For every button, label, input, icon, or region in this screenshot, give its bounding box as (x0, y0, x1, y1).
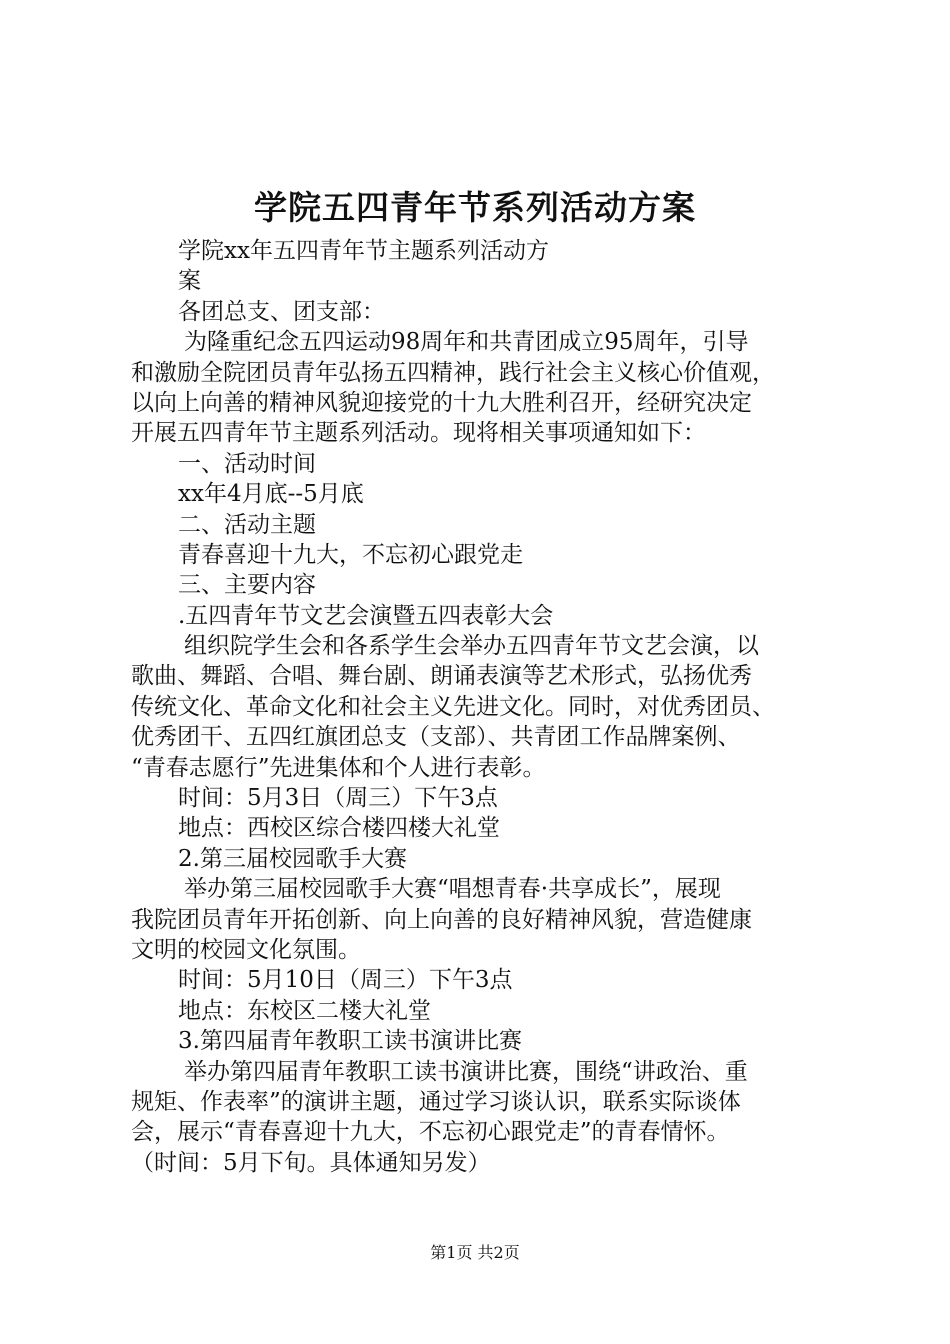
body-line: （时间：5月下旬。具体通知另发） (131, 1149, 491, 1176)
body-line: 传统文化、革命文化和社会主义先进文化。同时，对优秀团员、 (131, 693, 775, 720)
subsection-heading: 3.第四届青年教职工读书演讲比赛 (178, 1028, 522, 1055)
body-line: 时间：5月10日（周三）下午3点 (178, 967, 513, 994)
body-line: 青春喜迎十九大，不忘初心跟党走 (178, 541, 523, 568)
body-line: 学院xx年五四青年节主题系列活动方 (178, 238, 549, 264)
section-heading: 二、活动主题 (178, 511, 316, 538)
body-line: 规矩、作表率”的演讲主题，通过学习谈认识，联系实际谈体 (131, 1088, 741, 1115)
body-line: 地点：西校区综合楼四楼大礼堂 (178, 815, 500, 842)
body-line: 我院团员青年开拓创新、向上向善的良好精神风貌，营造健康 (131, 906, 752, 933)
body-line: 地点：东校区二楼大礼堂 (178, 997, 431, 1024)
page-footer: 第1页 共2页 (430, 1243, 520, 1262)
body-line: 以向上向善的精神风貌迎接党的十九大胜利召开，经研究决定 (131, 389, 752, 416)
body-line: 组织院学生会和各系学生会举办五四青年节文艺会演，以 (184, 633, 759, 660)
body-line: “青春志愿行”先进集体和个人进行表彰。 (131, 754, 546, 781)
body-line: 优秀团干、五四红旗团总支（支部）、共青团工作品牌案例、 (131, 724, 741, 751)
body-line: 开展五四青年节主题系列活动。现将相关事项通知如下： (131, 420, 706, 447)
body-line: 会，展示“青春喜迎十九大，不忘初心跟党走”的青春情怀。 (131, 1119, 730, 1146)
body-line: 举办第四届青年教职工读书演讲比赛，围绕“讲政治、重 (184, 1058, 748, 1085)
body-line: 各团总支、团支部： (178, 298, 385, 325)
body-line: xx年4月底--5月底 (178, 481, 364, 508)
body-line: 举办第三届校园歌手大赛“唱想青春·共享成长”，展现 (184, 876, 721, 903)
body-line: 时间：5月3日（周三）下午3点 (178, 785, 498, 812)
body-line: 歌曲、舞蹈、合唱、舞台剧、朗诵表演等艺术形式，弘扬优秀 (131, 663, 752, 690)
body-line: 为隆重纪念五四运动98周年和共青团成立95周年，引导 (184, 329, 749, 356)
document-body (131, 236, 831, 1178)
subsection-heading: 2.第三届校园歌手大赛 (178, 845, 407, 872)
document-title: 学院五四青年节系列活动方案 (254, 188, 696, 227)
subsection-heading: .五四青年节文艺会演暨五四表彰大会 (178, 602, 554, 629)
section-heading: 三、主要内容 (178, 572, 316, 599)
body-line: 案 (178, 268, 201, 295)
body-line: 文明的校园文化氛围。 (131, 936, 361, 963)
section-heading: 一、活动时间 (178, 450, 316, 477)
body-line: 和激励全院团员青年弘扬五四精神，践行社会主义核心价值观， (131, 359, 775, 386)
